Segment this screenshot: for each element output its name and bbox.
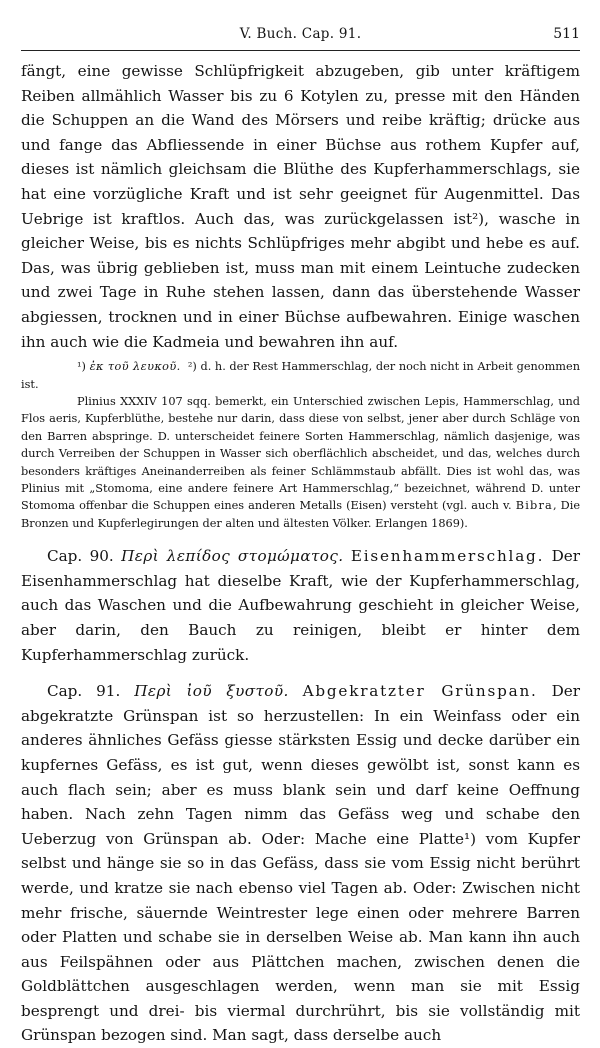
chapter-90-title: Eisenhammerschlag.	[350, 547, 545, 566]
commentary-text-2: , Die Bronzen und Kupferlegirungen der alten und ältesten Völker. Erlangen 1869).	[21, 499, 581, 530]
chapter-91-title: Abgekratzter Grünspan.	[302, 682, 538, 701]
footnote-line	[21, 358, 580, 393]
footnote-1-mark: ¹)	[77, 360, 86, 374]
paragraph-continued: fängt, eine gewisse Schlüpfrigkeit abzugeben, gib unter kräftigem Reiben allmählich Wasser bis zu 6 Kotylen zu, presse mit den Händen die Schuppen an die Wand des Mörsers und reibe kräftig; drücke aus und fange das Abfliessende in einer Büchse aus rothem Kupfer auf, dieses ist nämlich gleichsam die Blüthe des Kupferhammerschlags, sie hat eine vorzügliche Kraft und ist sehr geeignet für Augenmittel. Das Uebrige ist kraftlos. Auch das, was zurückgelassen ist²), wasche in gleicher Weise, bis es nichts Schlüpfriges mehr abgibt und hebe es auf. Das, was übrig geblieben ist, muss man mit einem Leintuche zudecken und zwei Tage in Ruhe stehen lassen, dann das überstehende Wasser abgiessen, trocknen und in einer Büchse aufbewahren. Einige waschen ihn auch wie die Kadmeia und bewahren ihn auf.	[21, 62, 580, 351]
chapter-91-text-2: vom Kupfer selbst und hänge sie so in das Gefäss, dass sie vom Essig nicht berührt werde, und kratze sie nach ebenso viel Tagen ab. Oder: Zwischen nicht mehr frische, säuernde Weintrester lege einen oder mehrere Barren oder Platten und schabe sie in derselben Weise ab. Man kann ihn auch aus Feilspähnen oder aus Plättchen machen, zwischen denen die Goldblättchen ausgeschlagen werden, wenn man sie mit Essig besprengt und drei- bis viermal durchrührt, bis sie vollständig mit Grünspan bezogen sind. Man sagt, dass derselbe auch	[21, 829, 580, 1045]
chapter-90-greek-title: Περὶ λεπίδος στομώματος.	[121, 547, 344, 566]
chapter-91-note-mark: ¹)	[464, 829, 477, 848]
chapter-91-paragraph	[21, 679, 580, 1048]
commentary-paragraph	[21, 393, 580, 532]
page-header	[21, 24, 580, 44]
footnotes-block	[21, 358, 580, 532]
commentary-text-1: Plinius XXXIV 107 sqq. bemerkt, ein Unterschied zwischen Lepis, Hammerschlag, und Flos aeris, Kupferblüthe, bestehe nur darin, dass diese von selbst, jener aber durch Schläge von den Barren abspringe. D. unterscheidet feinere Sorten Hammerschlag, nämlich dasjenige, was durch Verreiben der Schuppen in Wasser sich oberflächlich abscheidet, und das, welches durch besonders kräftiges Aneinanderreiben als feiner Schlämmstaub abfällt. Dies ist wohl das, was Plinius mit „Stomoma, eine andere feinere Art Hammerschlag,“ bezeichnet, während D. unter Stomoma offenbar die Schuppen eines anderen Metalls (Eisen) versteht (vgl. auch v.	[21, 394, 580, 513]
chapter-91	[21, 679, 580, 1048]
chapter-90-text: Der Eisenhammerschlag hat dieselbe Kraft, wie der Kupferhammerschlag, auch das Waschen und die Aufbewahrung geschieht in gleicher Weise, aber darin, den Bauch zu reinigen, bleibt er hinter dem Kupferhammerschlag zurück.	[21, 547, 581, 664]
footnote-2-mark: ²)	[187, 360, 197, 374]
chapter-90-label: Cap. 90.	[47, 547, 114, 566]
running-title: V. Buch. Cap. 91.	[239, 26, 362, 42]
main-text-block	[21, 59, 580, 354]
header-rule	[21, 50, 580, 51]
footnote-1-greek: ἐκ τοῦ λευκοῦ.	[89, 360, 181, 374]
footnote-2-text: d. h. der Rest Hammerschlag, der noch nicht in Arbeit genommen ist.	[21, 360, 580, 391]
commentary-author: Bibra	[515, 499, 553, 513]
chapter-90	[21, 544, 580, 667]
chapter-91-label: Cap. 91.	[47, 682, 121, 701]
page-number: 511	[553, 26, 580, 42]
chapter-91-greek-title: Περὶ ἰοῦ ξυστοῦ.	[134, 682, 289, 701]
chapter-91-text-1: Der abgekratzte Grünspan ist so herzustellen: In ein Weinfass oder ein anderes ähnliches Gefäss giesse stärksten Essig und decke darüber ein kupfernes Gefäss, es ist gut, wenn dieses gewölbt ist, sonst kann es auch flach sein; aber es muss blank sein und darf keine Oeffnung haben. Nach zehn Tagen nimm das Gefäss weg und schabe den Ueberzug von Grünspan ab. Oder: Mache eine Platte	[21, 682, 581, 848]
chapter-90-paragraph	[21, 544, 580, 667]
